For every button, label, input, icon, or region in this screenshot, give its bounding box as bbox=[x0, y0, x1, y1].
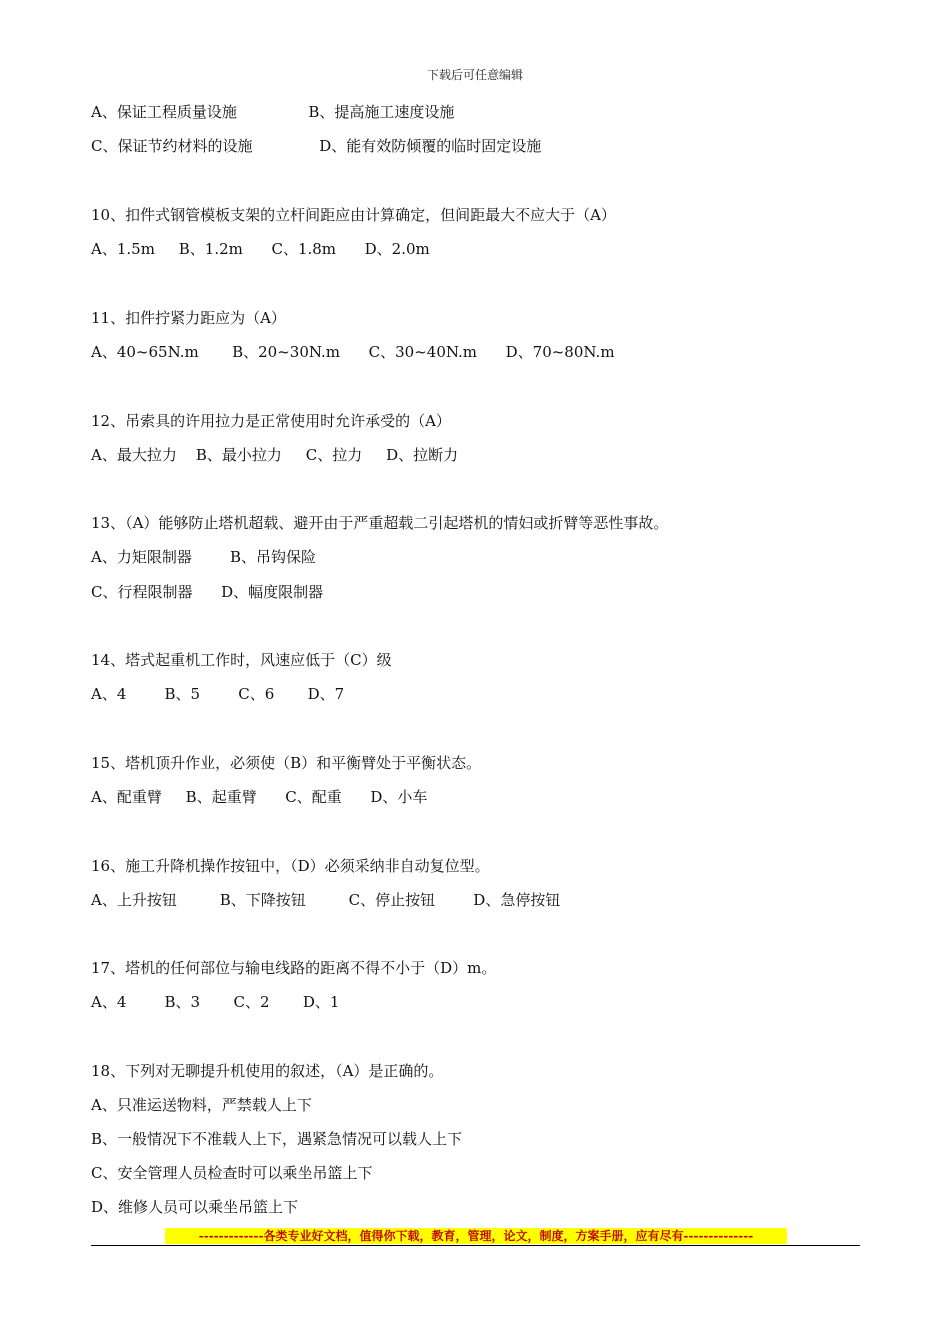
question-13-options-ab: A、力矩限制器 B、吊钩保险 bbox=[91, 548, 317, 566]
question-9-options-ab: A、保证工程质量设施 B、提高施工速度设施 bbox=[91, 103, 455, 121]
question-12-text: 12、吊索具的许用拉力是正常使用时允许承受的（A） bbox=[91, 412, 451, 430]
question-10-options: A、1.5m B、1.2m C、1.8m D、2.0m bbox=[91, 240, 430, 258]
question-17-text: 17、塔机的任何部位与输电线路的距离不得不小于（D）m。 bbox=[91, 959, 497, 977]
question-13-options-cd: C、行程限制器 D、幅度限制器 bbox=[91, 583, 324, 601]
question-18-text: 18、下列对无聊提升机使用的叙述，（A）是正确的。 bbox=[91, 1062, 444, 1080]
question-18-option-c: C、安全管理人员检查时可以乘坐吊篮上下 bbox=[91, 1164, 373, 1182]
question-12-options: A、最大拉力 B、最小拉力 C、拉力 D、拉断力 bbox=[91, 446, 459, 464]
footer-banner: -------------各类专业好文档，值得你下载，教育，管理，论文，制度，方案手册，应有尽有-------------- bbox=[165, 1228, 787, 1244]
question-17-options: A、4 B、3 C、2 D、1 bbox=[91, 993, 340, 1011]
page-header-note: 下载后可任意编辑 bbox=[426, 68, 523, 82]
question-18-option-d: D、维修人员可以乘坐吊篮上下 bbox=[91, 1198, 299, 1216]
question-13-text: 13、（A）能够防止塔机超载、避开由于严重超载二引起塔机的情妇或折臂等恶性事故。 bbox=[91, 514, 669, 532]
question-15-text: 15、塔机顶升作业，必须使（B）和平衡臂处于平衡状态。 bbox=[91, 754, 482, 772]
question-14-options: A、4 B、5 C、6 D、7 bbox=[91, 685, 345, 703]
question-9-options-cd: C、保证节约材料的设施 D、能有效防倾覆的临时固定设施 bbox=[91, 137, 542, 155]
question-15-options: A、配重臂 B、起重臂 C、配重 D、小车 bbox=[91, 788, 428, 806]
question-18-option-b: B、一般情况下不准载人上下，遇紧急情况可以载人上下 bbox=[91, 1130, 463, 1148]
question-18-option-a: A、只准运送物料，严禁载人上下 bbox=[91, 1096, 312, 1114]
footer-divider bbox=[91, 1245, 860, 1246]
question-10-text: 10、扣件式钢管模板支架的立杆间距应由计算确定，但间距最大不应大于（A） bbox=[91, 206, 616, 224]
question-11-text: 11、扣件拧紧力距应为（A） bbox=[91, 309, 286, 327]
question-14-text: 14、塔式起重机工作时，风速应低于（C）级 bbox=[91, 651, 392, 669]
question-11-options: A、40~65N.m B、20~30N.m C、30~40N.m D、70~80N.m bbox=[91, 343, 615, 361]
question-16-options: A、上升按钮 B、下降按钮 C、停止按钮 D、急停按钮 bbox=[91, 891, 561, 909]
question-16-text: 16、施工升降机操作按钮中，（D）必须采纳非自动复位型。 bbox=[91, 857, 490, 875]
